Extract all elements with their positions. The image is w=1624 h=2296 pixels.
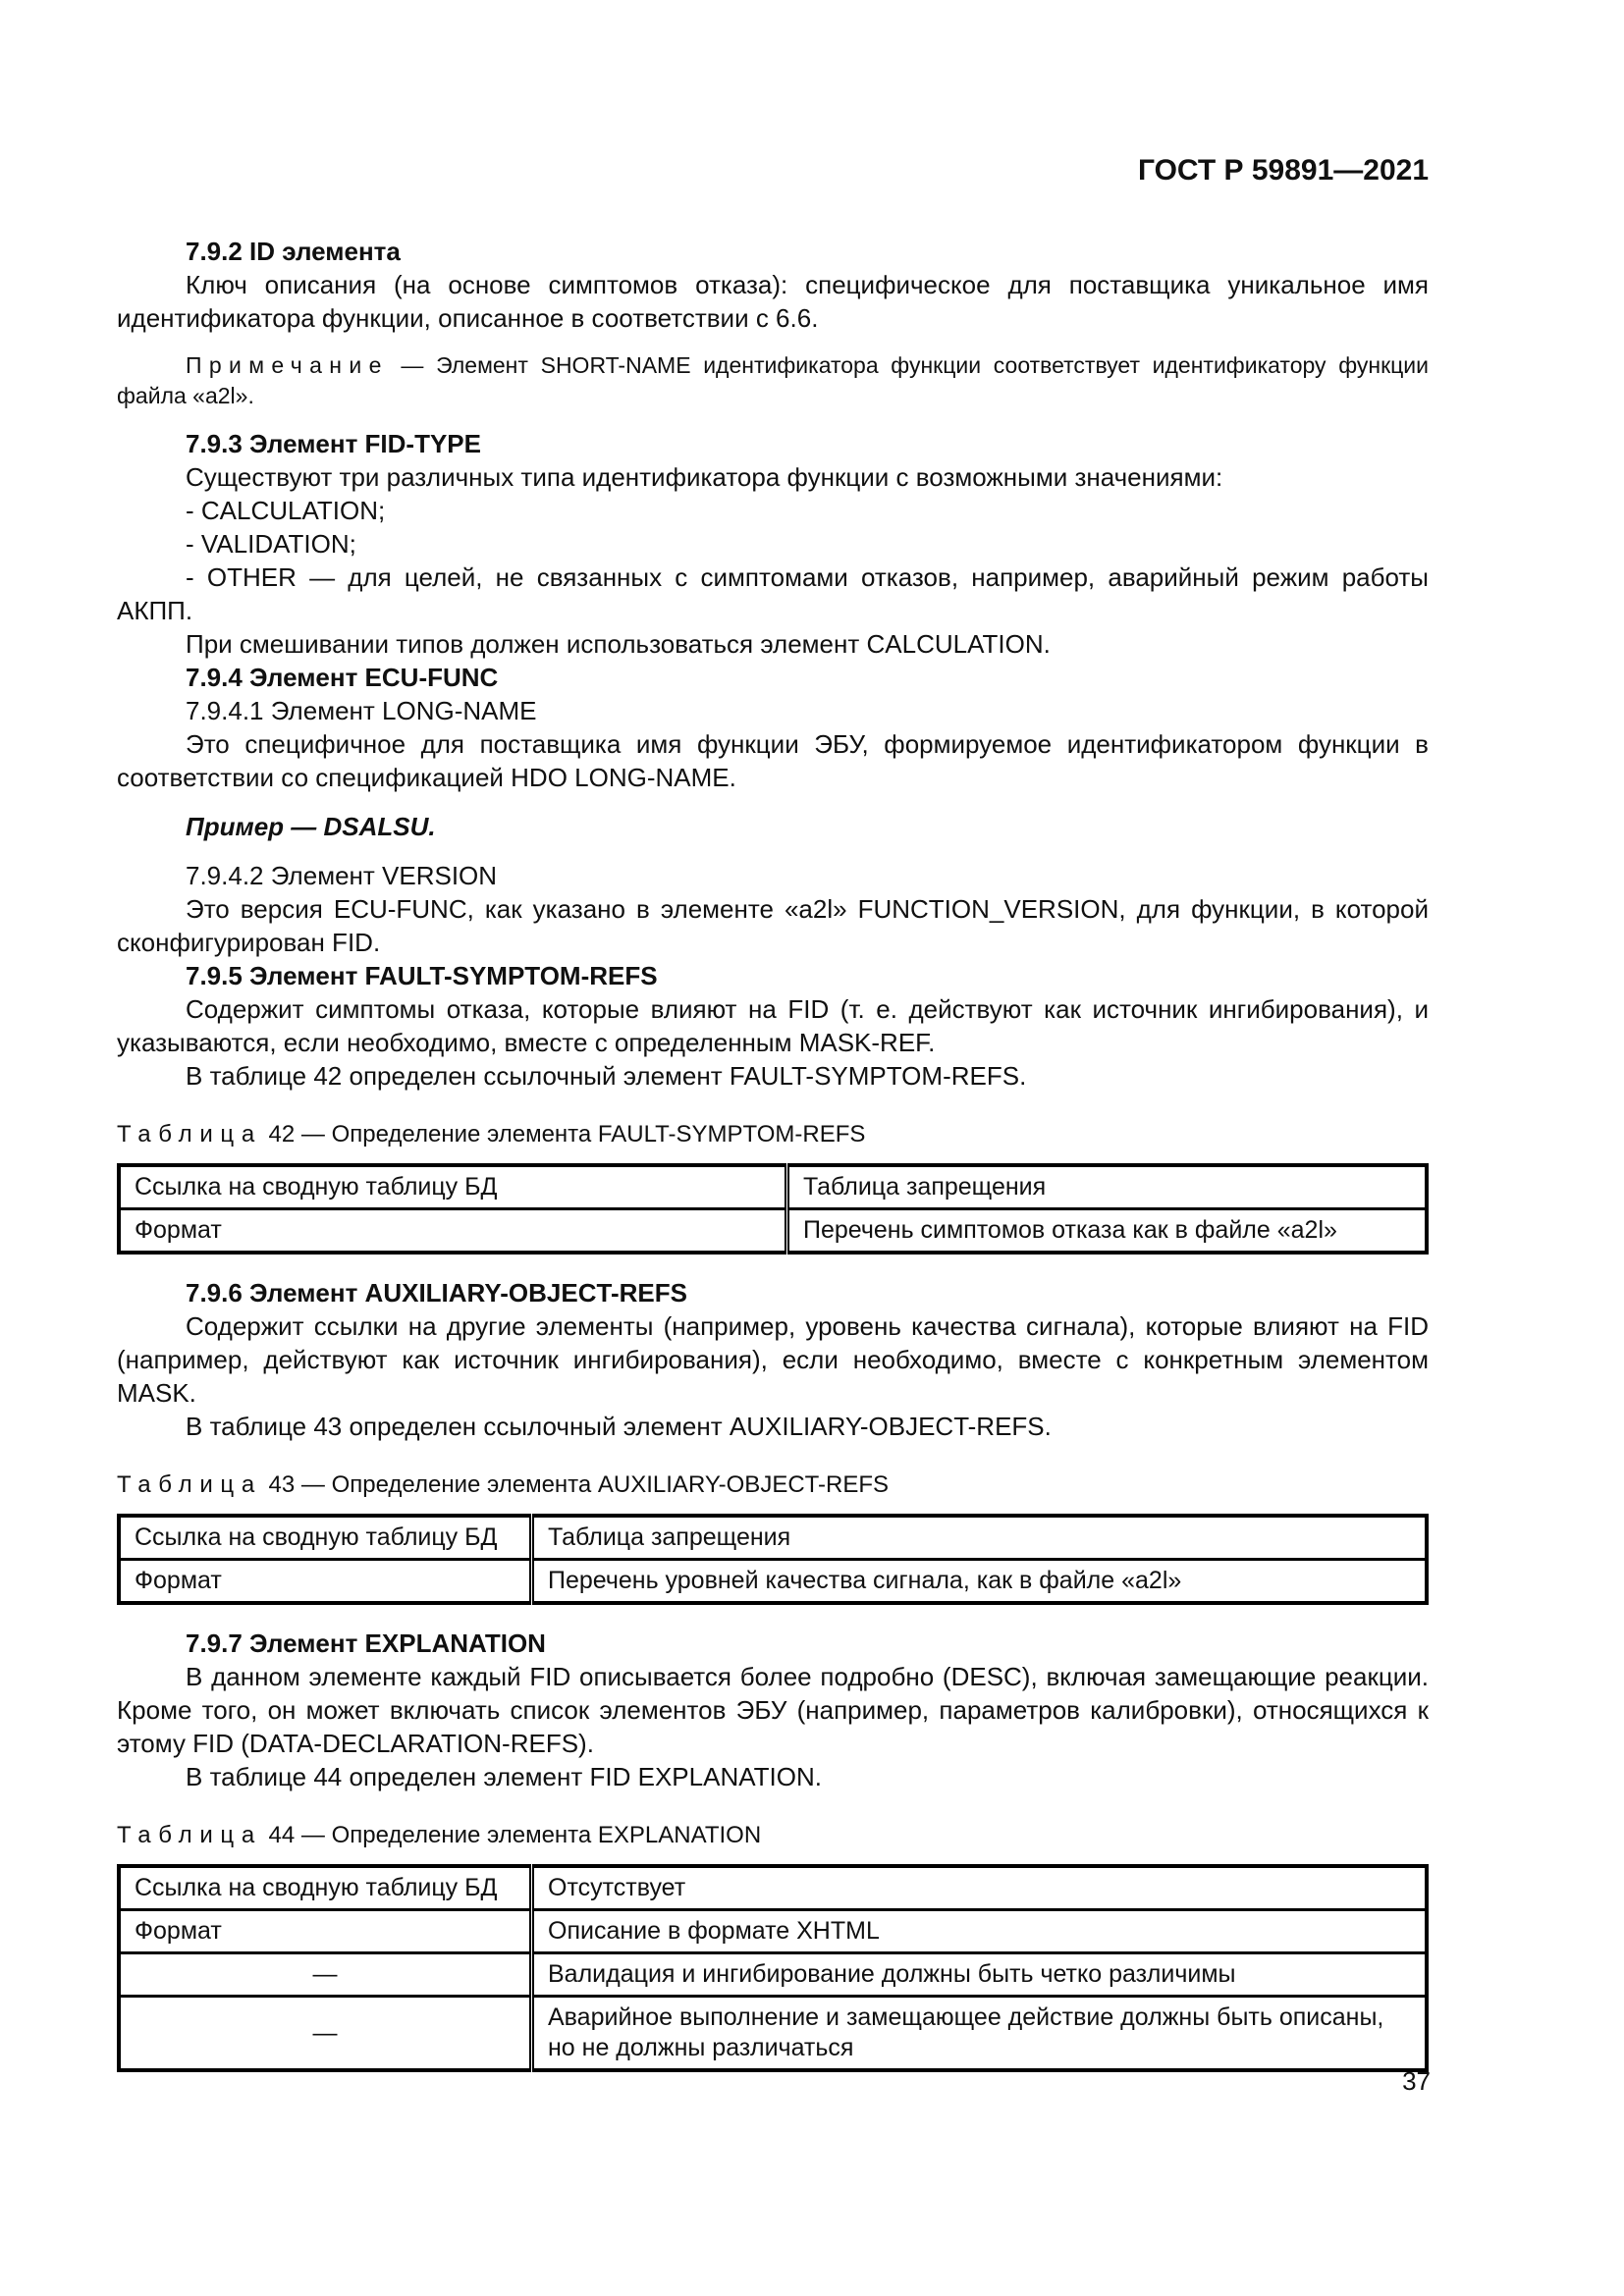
table-43	[117, 1514, 1429, 1605]
table-cell: Ссылка на сводную таблицу БД	[119, 1866, 532, 1910]
note-label: Примечание	[186, 352, 389, 378]
note-paragraph	[117, 350, 1429, 411]
section-heading-7-9-3: 7.9.3 Элемент FID-TYPE	[186, 429, 481, 458]
paragraph: В данном элементе каждый FID описывается более подробно (DESC), включая замещающие реакции. Кроме того, он может включать список элементов ЭБУ (например, параметров калибровки), относящихся к этому FID (DATA-DECLARATION-REFS).	[117, 1662, 1429, 1758]
table-cell: Ссылка на сводную таблицу БД	[119, 1516, 532, 1560]
section-heading-7-9-5: 7.9.5 Элемент FAULT-SYMPTOM-REFS	[186, 961, 658, 990]
section-heading-7-9-2: 7.9.2 ID элемента	[186, 237, 401, 266]
table-caption-text: 44 — Определение элемента EXPLANATION	[268, 1822, 762, 1848]
table-cell: Отсутствует	[548, 1874, 686, 1901]
table-cell: Формат	[119, 1560, 532, 1604]
paragraph: Содержит ссылки на другие элементы (например, уровень качества сигнала), которые влияют на FID (например, действуют как источник ингибирования), если необходимо, вместе с конкретным элементом MASK.	[117, 1311, 1429, 1408]
table-cell: Валидация и ингибирование должны быть четко различимы	[532, 1953, 1428, 1997]
paragraph: Это специфичное для поставщика имя функции ЭБУ, формируемое идентификатором функции в соответствии со спецификацией HDO LONG-NAME.	[117, 729, 1429, 792]
table-cell: —	[119, 1997, 532, 2071]
table-caption-label: Таблица	[117, 1471, 262, 1498]
note-text: — Элемент SHORT-NAME идентификатора функции соответствует идентификатору функции файла «a2l».	[117, 352, 1430, 408]
page-content	[117, 154, 1429, 2094]
table-cell: Перечень симптомов отказа как в файле «a2l»	[787, 1209, 1428, 1254]
subsection-heading-7-9-4-1: 7.9.4.1 Элемент LONG-NAME	[186, 696, 537, 725]
subsection-heading-7-9-4-2: 7.9.4.2 Элемент VERSION	[186, 861, 498, 890]
table-44	[117, 1864, 1429, 2072]
example-paragraph: Пример — DSALSU.	[186, 812, 436, 841]
list-item: - CALCULATION;	[186, 496, 386, 525]
list-item: - OTHER — для целей, не связанных с симптомами отказов, например, аварийный режим работы АКПП.	[117, 562, 1429, 625]
table-row	[119, 1165, 1427, 1209]
table-caption-42	[117, 1120, 1429, 1149]
section-heading-7-9-4: 7.9.4 Элемент ECU-FUNC	[186, 663, 499, 692]
list-item: - VALIDATION;	[186, 529, 356, 559]
paragraph: В таблице 44 определен элемент FID EXPLANATION.	[186, 1762, 822, 1791]
table-caption-text: 42 — Определение элемента FAULT-SYMPTOM-REFS	[268, 1121, 866, 1148]
document-header: ГОСТ Р 59891—2021	[1137, 154, 1429, 187]
paragraph: Это версия ECU-FUNC, как указано в элементе «a2l» FUNCTION_VERSION, для функции, в которой сконфигурирован FID.	[117, 894, 1429, 957]
table-row	[119, 1560, 1427, 1604]
table-caption-text: 43 — Определение элемента AUXILIARY-OBJECT-REFS	[268, 1471, 889, 1498]
page-number: 37	[1402, 2066, 1431, 2096]
section-heading-7-9-7: 7.9.7 Элемент EXPLANATION	[186, 1629, 546, 1658]
table-cell: Формат	[119, 1209, 787, 1254]
paragraph: Содержит симптомы отказа, которые влияют на FID (т. е. действуют как источник ингибирования), и указываются, если необходимо, вместе с определенным MASK-REF.	[117, 994, 1429, 1057]
paragraph: В таблице 42 определен ссылочный элемент FAULT-SYMPTOM-REFS.	[186, 1061, 1027, 1091]
table-42	[117, 1163, 1429, 1255]
section-heading-7-9-6: 7.9.6 Элемент AUXILIARY-OBJECT-REFS	[186, 1278, 687, 1308]
table-row	[119, 1866, 1427, 1910]
table-cell: Таблица запрещения	[548, 1523, 791, 1551]
table-row	[119, 1997, 1427, 2071]
paragraph: При смешивании типов должен использоваться элемент CALCULATION.	[186, 629, 1051, 659]
table-caption-43	[117, 1470, 1429, 1500]
table-row	[119, 1910, 1427, 1953]
table-cell: Ссылка на сводную таблицу БД	[119, 1165, 787, 1209]
table-cell: Таблица запрещения	[803, 1173, 1047, 1201]
table-cell: —	[119, 1953, 532, 1997]
table-caption-44	[117, 1821, 1429, 1850]
table-cell: Аварийное выполнение и замещающее действие должны быть описаны, но не должны различаться	[532, 1997, 1428, 2071]
paragraph: Существуют три различных типа идентификатора функции с возможными значениями:	[186, 462, 1223, 492]
table-caption-label: Таблица	[117, 1822, 262, 1848]
table-row	[119, 1209, 1427, 1254]
table-row	[119, 1953, 1427, 1997]
paragraph: Ключ описания (на основе симптомов отказа): специфическое для поставщика уникальное имя идентификатора функции, описанное в соответствии с 6.6.	[117, 270, 1429, 333]
table-cell: Описание в формате XHTML	[532, 1910, 1428, 1953]
table-row	[119, 1516, 1427, 1560]
table-cell: Перечень уровней качества сигнала, как в файле «a2l»	[532, 1560, 1428, 1604]
table-cell: Формат	[119, 1910, 532, 1953]
table-caption-label: Таблица	[117, 1121, 262, 1148]
paragraph: В таблице 43 определен ссылочный элемент AUXILIARY-OBJECT-REFS.	[186, 1412, 1052, 1441]
